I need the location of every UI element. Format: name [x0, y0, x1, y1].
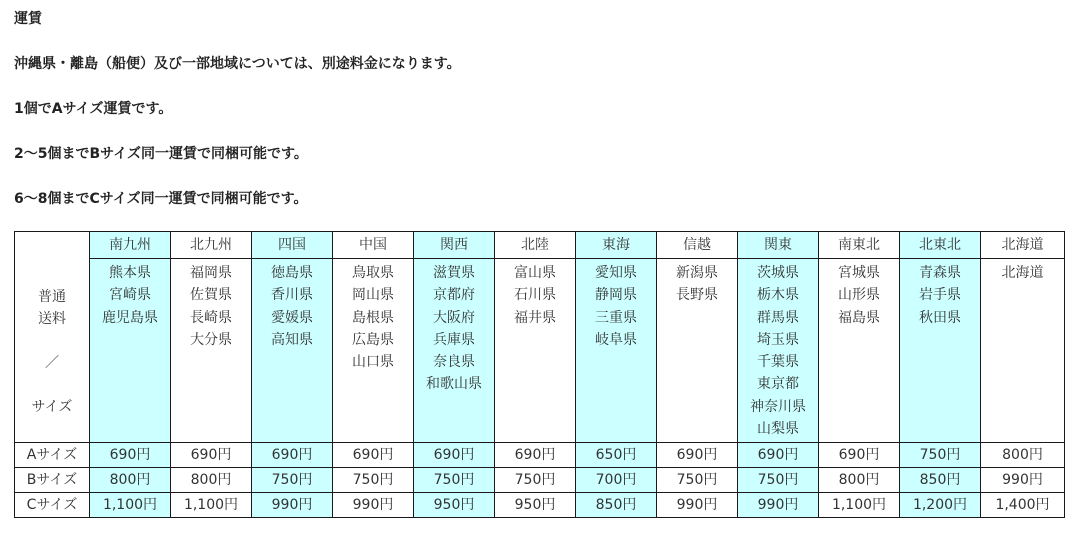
region-header: 北東北	[900, 232, 981, 259]
size-label-c: Cサイズ	[15, 493, 90, 518]
region-header: 関西	[414, 232, 495, 259]
price-cell-c: 1,100円	[90, 493, 171, 518]
price-cell-c: 1,100円	[171, 493, 252, 518]
corner-cell	[15, 232, 90, 443]
price-cell-b: 700円	[576, 468, 657, 493]
prefecture-name: 福島県	[838, 309, 880, 326]
price-cell-c: 1,100円	[819, 493, 900, 518]
prefecture-name: 京都府	[433, 287, 475, 304]
price-cell-c: 850円	[576, 493, 657, 518]
price-cell-a: 690円	[738, 443, 819, 468]
note-remote-areas: 沖縄県・離島（船便）及び一部地域については、別途料金になります。	[14, 56, 461, 72]
price-cell-a: 750円	[900, 443, 981, 468]
region-prefectures	[252, 259, 333, 443]
corner-line1: 普通	[38, 289, 66, 305]
prefecture-name: 愛媛県	[271, 309, 313, 326]
region-prefectures	[738, 259, 819, 443]
prefecture-name: 千葉県	[757, 354, 799, 371]
price-cell-c: 990円	[657, 493, 738, 518]
region-prefectures	[333, 259, 414, 443]
prefecture-name: 鳥取県	[352, 265, 394, 281]
prefecture-name: 群馬県	[757, 309, 799, 326]
prefecture-name: 新潟県	[676, 265, 718, 281]
prefecture-name: 岡山県	[352, 287, 394, 304]
shipping-rate-table	[14, 231, 1065, 518]
price-cell-c: 950円	[495, 493, 576, 518]
note-size-b: 2～5個までBサイズ同一運賃で同梱可能です。	[14, 146, 308, 162]
region-prefectures	[981, 259, 1065, 443]
price-cell-a: 800円	[981, 443, 1065, 468]
prefecture-name: 富山県	[514, 265, 556, 281]
region-header: 信越	[657, 232, 738, 259]
region-header: 東海	[576, 232, 657, 259]
price-cell-b: 750円	[657, 468, 738, 493]
prefecture-name: 山口県	[352, 354, 394, 371]
prefecture-name: 石川県	[514, 287, 556, 304]
prefecture-name: 徳島県	[271, 265, 313, 281]
prefecture-name: 宮城県	[838, 265, 880, 281]
prefecture-name: 茨城県	[757, 265, 799, 281]
region-prefectures	[900, 259, 981, 443]
region-header: 北九州	[171, 232, 252, 259]
price-row-b	[15, 468, 1065, 493]
price-cell-b: 800円	[90, 468, 171, 493]
region-header-row	[15, 232, 1065, 259]
prefecture-name: 兵庫県	[433, 331, 475, 348]
prefecture-name: 長野県	[676, 287, 718, 304]
prefecture-name: 秋田県	[919, 309, 961, 326]
prefecture-name: 熊本県	[109, 265, 151, 281]
price-cell-b: 750円	[252, 468, 333, 493]
size-label-b: Bサイズ	[15, 468, 90, 493]
size-label-a: Aサイズ	[15, 443, 90, 468]
prefecture-name: 北海道	[1001, 265, 1044, 281]
price-cell-a: 690円	[90, 443, 171, 468]
prefecture-name: 神奈川県	[750, 398, 806, 415]
prefecture-name: 山梨県	[757, 421, 799, 438]
price-cell-a: 690円	[171, 443, 252, 468]
prefecture-name: 東京都	[757, 376, 799, 393]
prefecture-name: 栃木県	[757, 287, 799, 304]
prefecture-name: 鹿児島県	[102, 309, 158, 326]
corner-line2: 送料	[38, 311, 66, 327]
region-prefectures	[819, 259, 900, 443]
price-cell-a: 690円	[657, 443, 738, 468]
prefecture-name: 滋賀県	[433, 265, 475, 281]
prefecture-name: 山形県	[838, 287, 880, 304]
prefecture-name: 岐阜県	[595, 331, 637, 348]
section-title: 運賃	[14, 11, 42, 27]
price-cell-a: 690円	[414, 443, 495, 468]
price-cell-b: 750円	[333, 468, 414, 493]
price-cell-a: 650円	[576, 443, 657, 468]
price-cell-c: 990円	[252, 493, 333, 518]
prefecture-name: 愛知県	[595, 265, 637, 281]
prefecture-name: 香川県	[271, 287, 313, 304]
price-cell-b: 750円	[414, 468, 495, 493]
price-cell-b: 800円	[819, 468, 900, 493]
price-cell-c: 1,400円	[981, 493, 1065, 518]
region-header: 北海道	[981, 232, 1065, 259]
price-row-a	[15, 443, 1065, 468]
prefecture-name: 福岡県	[190, 265, 232, 281]
region-prefectures	[171, 259, 252, 443]
region-prefectures	[576, 259, 657, 443]
note-size-a: 1個でAサイズ運賃です。	[14, 101, 173, 117]
prefecture-name: 宮崎県	[109, 287, 151, 304]
corner-size: サイズ	[31, 399, 73, 415]
region-header: 南九州	[90, 232, 171, 259]
price-cell-b: 850円	[900, 468, 981, 493]
region-prefectures	[414, 259, 495, 443]
prefecture-name: 青森県	[919, 265, 961, 281]
prefecture-name: 福井県	[514, 309, 556, 326]
price-cell-c: 990円	[738, 493, 819, 518]
price-cell-c: 950円	[414, 493, 495, 518]
prefecture-name: 三重県	[595, 309, 637, 326]
prefecture-name: 高知県	[271, 331, 313, 348]
price-cell-a: 690円	[495, 443, 576, 468]
region-header: 四国	[252, 232, 333, 259]
prefecture-name: 広島県	[352, 331, 394, 348]
region-header: 中国	[333, 232, 414, 259]
price-cell-a: 690円	[252, 443, 333, 468]
region-header: 関東	[738, 232, 819, 259]
price-cell-c: 1,200円	[900, 493, 981, 518]
region-header: 北陸	[495, 232, 576, 259]
prefecture-name: 大分県	[190, 331, 232, 348]
region-prefectures	[90, 259, 171, 443]
prefecture-row	[15, 259, 1065, 443]
prefecture-name: 和歌山県	[426, 376, 482, 393]
prefecture-name: 岩手県	[919, 287, 961, 304]
prefecture-name: 長崎県	[190, 309, 232, 326]
prefecture-name: 静岡県	[595, 287, 637, 304]
region-header: 南東北	[819, 232, 900, 259]
prefecture-name: 島根県	[352, 309, 394, 326]
price-cell-b: 990円	[981, 468, 1065, 493]
price-cell-c: 990円	[333, 493, 414, 518]
note-size-c: 6～8個までCサイズ同一運賃で同梱可能です。	[14, 191, 308, 207]
price-row-c	[15, 493, 1065, 518]
region-prefectures	[657, 259, 738, 443]
price-cell-b: 750円	[495, 468, 576, 493]
price-cell-b: 800円	[171, 468, 252, 493]
corner-slash: ／	[45, 355, 59, 371]
prefecture-name: 大阪府	[433, 309, 475, 326]
price-cell-a: 690円	[819, 443, 900, 468]
prefecture-name: 埼玉県	[757, 331, 799, 348]
prefecture-name: 佐賀県	[190, 287, 232, 304]
prefecture-name: 奈良県	[433, 354, 475, 371]
price-cell-a: 690円	[333, 443, 414, 468]
region-prefectures	[495, 259, 576, 443]
price-cell-b: 750円	[738, 468, 819, 493]
